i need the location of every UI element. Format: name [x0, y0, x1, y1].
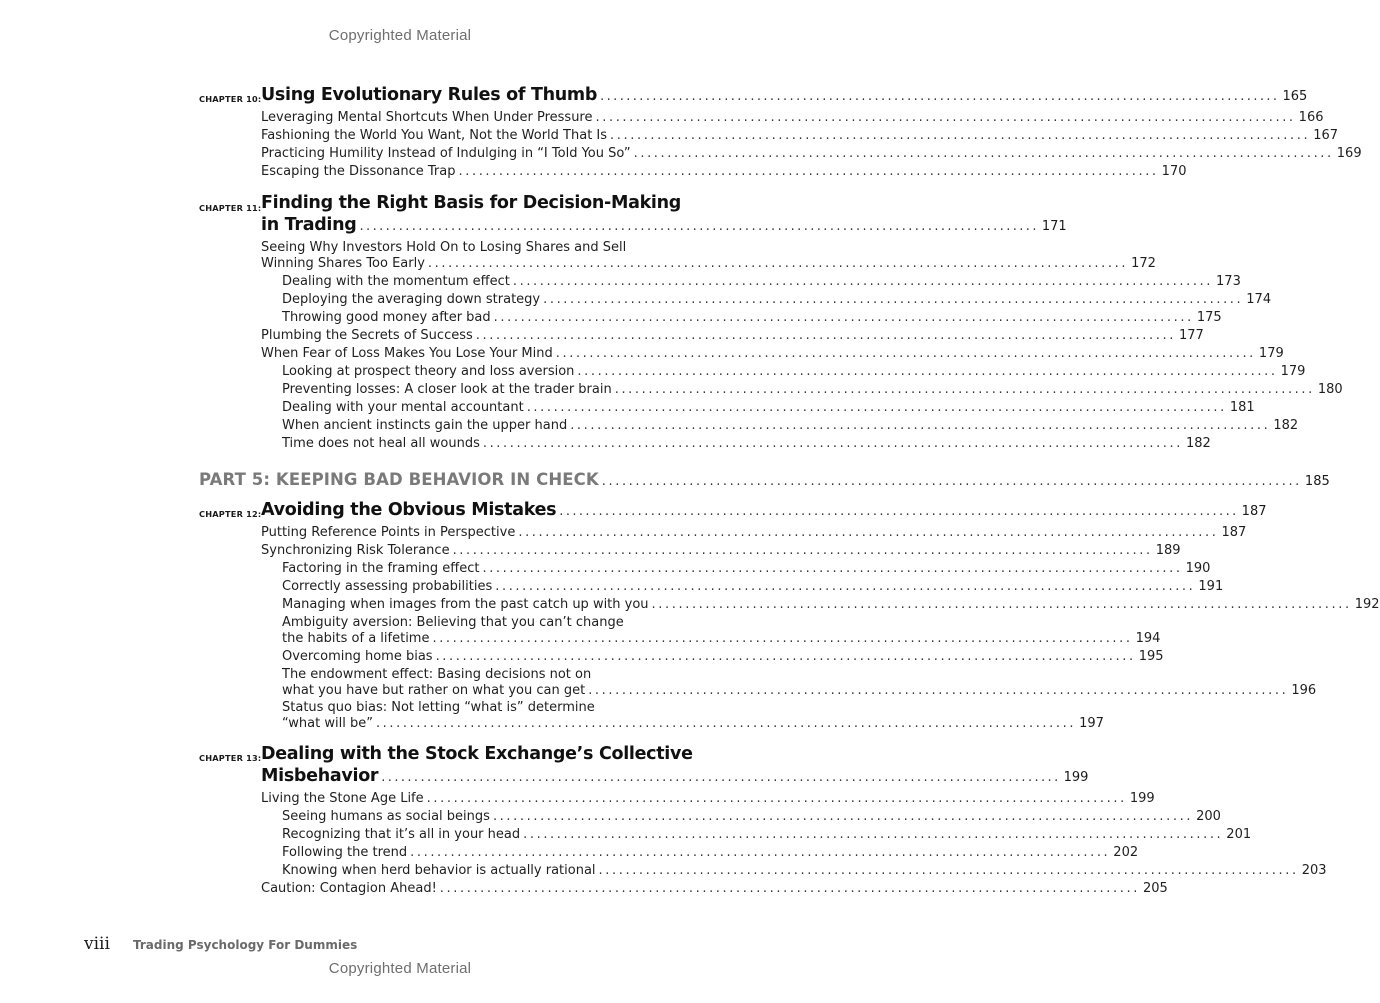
entry-text: Overcoming home bias	[282, 649, 433, 664]
entry-text: Synchronizing Risk Tolerance	[261, 543, 450, 558]
toc-entry-line1[interactable]: Seeing Why Investors Hold On to Losing Shares and Sell	[261, 240, 627, 255]
toc-entry[interactable]	[261, 256, 1156, 271]
toc-subentry[interactable]	[282, 597, 1380, 612]
entry-text: Time does not heal all wounds	[282, 436, 480, 451]
page-number: 195	[1138, 649, 1164, 664]
watermark-bottom: Copyrighted Material	[328, 960, 472, 977]
page-number: 179	[1258, 346, 1284, 361]
chapter-title[interactable]: Dealing with the Stock Exchange’s Collective	[261, 744, 693, 764]
entry-text: Correctly assessing probabilities	[282, 579, 493, 594]
dot-leader: ........................................................................................................	[577, 364, 1278, 379]
page-number: 190	[1185, 561, 1211, 576]
page-number: 167	[1313, 128, 1339, 143]
footer-page-number: viii	[84, 934, 110, 954]
entry-text: Fashioning the World You Want, Not the World That Is	[261, 128, 608, 143]
toc-subentry[interactable]	[282, 364, 1306, 379]
page-number: 202	[1113, 845, 1139, 860]
entry-text: Managing when images from the past catch up with you	[282, 597, 649, 612]
entry-text: Following the trend	[282, 845, 408, 860]
toc-subentry[interactable]	[282, 863, 1327, 878]
dot-leader: ........................................................................................................	[614, 382, 1315, 397]
entry-text: what you have but rather on what you can get	[282, 683, 586, 698]
toc-subentry-line1[interactable]: The endowment effect: Basing decisions not on	[282, 667, 592, 682]
toc-subentry-line1[interactable]: Ambiguity aversion: Believing that you can’t change	[282, 615, 624, 630]
toc-subentry[interactable]	[282, 579, 1224, 594]
toc-subentry[interactable]	[282, 436, 1211, 451]
page-number: 181	[1229, 400, 1255, 415]
dot-leader: ........................................................................................................	[600, 89, 1280, 104]
page-number: 191	[1198, 579, 1224, 594]
dot-leader: ........................................................................................................	[410, 845, 1111, 860]
dot-leader: ........................................................................................................	[610, 128, 1311, 143]
toc-subentry[interactable]	[282, 716, 1104, 731]
dot-leader: ........................................................................................................	[493, 310, 1194, 325]
footer-book-title: Trading Psychology For Dummies	[133, 938, 358, 952]
toc-subentry[interactable]	[282, 561, 1211, 576]
chapter-title-row[interactable]	[261, 85, 1308, 105]
entry-text: Dealing with the momentum effect	[282, 274, 510, 289]
toc-subentry[interactable]	[282, 683, 1317, 698]
chapter-title[interactable]: Finding the Right Basis for Decision-Making	[261, 193, 682, 213]
toc-subentry[interactable]	[282, 809, 1221, 824]
toc-entry[interactable]	[261, 525, 1247, 540]
toc-entry[interactable]	[261, 128, 1339, 143]
toc-subentry[interactable]	[282, 382, 1343, 397]
page-number: 192	[1354, 597, 1380, 612]
toc-subentry[interactable]	[282, 845, 1139, 860]
toc-subentry[interactable]	[282, 631, 1161, 646]
toc-entry[interactable]	[261, 543, 1181, 558]
dot-leader: ........................................................................................................	[492, 809, 1194, 824]
page-number: 187	[1221, 525, 1247, 540]
page-number: 182	[1273, 418, 1299, 433]
dot-leader: ........................................................................................................	[588, 683, 1289, 698]
page-number: 175	[1196, 310, 1222, 325]
dot-leader: ........................................................................................................	[475, 328, 1176, 343]
entry-text: Winning Shares Too Early	[261, 256, 425, 271]
page-number: 197	[1079, 716, 1104, 731]
chapter-title-cont: Misbehavior	[261, 766, 379, 786]
entry-text: Plumbing the Secrets of Success	[261, 328, 473, 343]
dot-leader: ........................................................................................................	[482, 561, 1183, 576]
entry-text: Factoring in the framing effect	[282, 561, 480, 576]
dot-leader: ........................................................................................................	[359, 219, 1039, 234]
toc-subentry[interactable]	[282, 827, 1252, 842]
page-number: 180	[1317, 382, 1343, 397]
entry-text: Caution: Contagion Ahead!	[261, 881, 437, 896]
page-number: 185	[1304, 474, 1330, 489]
dot-leader: ........................................................................................................	[651, 597, 1352, 612]
dot-leader: ........................................................................................................	[570, 418, 1271, 433]
page-number: 205	[1142, 881, 1168, 896]
page-number: 199	[1063, 770, 1089, 785]
dot-leader: ........................................................................................................	[432, 631, 1133, 646]
page-number: 171	[1041, 219, 1067, 234]
chapter-label: CHAPTER 12:	[199, 509, 262, 519]
dot-leader: ........................................................................................................	[381, 770, 1061, 785]
entry-text: Seeing humans as social beings	[282, 809, 490, 824]
page-number: 189	[1155, 543, 1181, 558]
entry-text: Knowing when herd behavior is actually rational	[282, 863, 596, 878]
entry-text: Throwing good money after bad	[282, 310, 491, 325]
dot-leader: ........................................................................................................	[598, 863, 1299, 878]
dot-leader: ........................................................................................................	[452, 543, 1153, 558]
page-number: 196	[1291, 683, 1317, 698]
toc-entry[interactable]	[261, 146, 1362, 161]
dot-leader: ........................................................................................................	[495, 579, 1196, 594]
dot-leader: ........................................................................................................	[559, 504, 1239, 519]
dot-leader: ........................................................................................................	[555, 346, 1256, 361]
entry-text: Looking at prospect theory and loss aversion	[282, 364, 575, 379]
page-number: 182	[1186, 436, 1211, 451]
entry-text: When Fear of Loss Makes You Lose Your Mind	[261, 346, 553, 361]
chapter-title-row[interactable]	[261, 215, 1067, 235]
page-number: 165	[1282, 89, 1308, 104]
page-number: 200	[1196, 809, 1221, 824]
chapter-title-row[interactable]	[261, 766, 1089, 786]
toc-subentry[interactable]	[282, 649, 1164, 664]
watermark-top: Copyrighted Material	[328, 27, 472, 44]
entry-text: Escaping the Dissonance Trap	[261, 164, 456, 179]
page-number: 166	[1298, 110, 1324, 125]
dot-leader: ........................................................................................................	[458, 164, 1159, 179]
dot-leader: ........................................................................................................	[633, 146, 1334, 161]
toc-entry[interactable]	[261, 881, 1168, 896]
part-title: PART 5: KEEPING BAD BEHAVIOR IN CHECK	[199, 470, 599, 489]
chapter-title: Using Evolutionary Rules of Thumb	[261, 85, 598, 105]
dot-leader: ........................................................................................................	[601, 474, 1302, 489]
toc-entry[interactable]	[261, 328, 1204, 343]
toc-subentry[interactable]	[282, 292, 1272, 307]
chapter-label: CHAPTER 11:	[199, 203, 262, 213]
page-number: 199	[1129, 791, 1155, 806]
page-number: 201	[1226, 827, 1252, 842]
entry-text: Living the Stone Age Life	[261, 791, 424, 806]
entry-text: When ancient instincts gain the upper hand	[282, 418, 568, 433]
entry-text: Preventing losses: A closer look at the trader brain	[282, 382, 612, 397]
toc-entry[interactable]	[261, 164, 1187, 179]
page-number: 203	[1301, 863, 1327, 878]
entry-text: “what will be”	[282, 716, 373, 731]
chapter-title-row[interactable]	[261, 500, 1267, 520]
dot-leader: ........................................................................................................	[435, 649, 1136, 664]
page-number: 173	[1216, 274, 1241, 289]
toc-entry[interactable]	[261, 110, 1324, 125]
entry-text: Dealing with your mental accountant	[282, 400, 524, 415]
dot-leader: ........................................................................................................	[512, 274, 1214, 289]
dot-leader: ........................................................................................................	[518, 525, 1219, 540]
entry-text: Practicing Humility Instead of Indulging in “I Told You So”	[261, 146, 631, 161]
page-number: 174	[1246, 292, 1272, 307]
page-number: 170	[1161, 164, 1187, 179]
dot-leader: ........................................................................................................	[439, 881, 1140, 896]
toc-subentry[interactable]	[282, 400, 1255, 415]
entry-text: Recognizing that it’s all in your head	[282, 827, 521, 842]
dot-leader: ........................................................................................................	[375, 716, 1077, 731]
toc-subentry[interactable]	[282, 274, 1241, 289]
page-number: 179	[1280, 364, 1306, 379]
chapter-title-cont: in Trading	[261, 215, 357, 235]
dot-leader: ........................................................................................................	[523, 827, 1224, 842]
page-number: 194	[1135, 631, 1161, 646]
entry-text: Deploying the averaging down strategy	[282, 292, 541, 307]
entry-text: Putting Reference Points in Perspective	[261, 525, 516, 540]
toc-subentry-line1[interactable]: Status quo bias: Not letting “what is” determine	[282, 700, 595, 715]
dot-leader: ........................................................................................................	[595, 110, 1296, 125]
chapter-label: CHAPTER 13:	[199, 753, 262, 763]
part-title-row[interactable]	[199, 470, 1330, 489]
toc-entry[interactable]	[261, 791, 1155, 806]
page-number: 169	[1336, 146, 1362, 161]
entry-text: Leveraging Mental Shortcuts When Under Pressure	[261, 110, 593, 125]
chapter-title: Avoiding the Obvious Mistakes	[261, 500, 557, 520]
dot-leader: ........................................................................................................	[543, 292, 1244, 307]
toc-entry[interactable]	[261, 346, 1284, 361]
entry-text: the habits of a lifetime	[282, 631, 430, 646]
page-number: 172	[1131, 256, 1156, 271]
page-number: 187	[1241, 504, 1267, 519]
page-number: 177	[1178, 328, 1204, 343]
toc-subentry[interactable]	[282, 418, 1299, 433]
toc-subentry[interactable]	[282, 310, 1222, 325]
dot-leader: ........................................................................................................	[482, 436, 1184, 451]
dot-leader: ........................................................................................................	[526, 400, 1227, 415]
chapter-label: CHAPTER 10:	[199, 94, 262, 104]
dot-leader: ........................................................................................................	[426, 791, 1127, 806]
dot-leader: ........................................................................................................	[427, 256, 1129, 271]
